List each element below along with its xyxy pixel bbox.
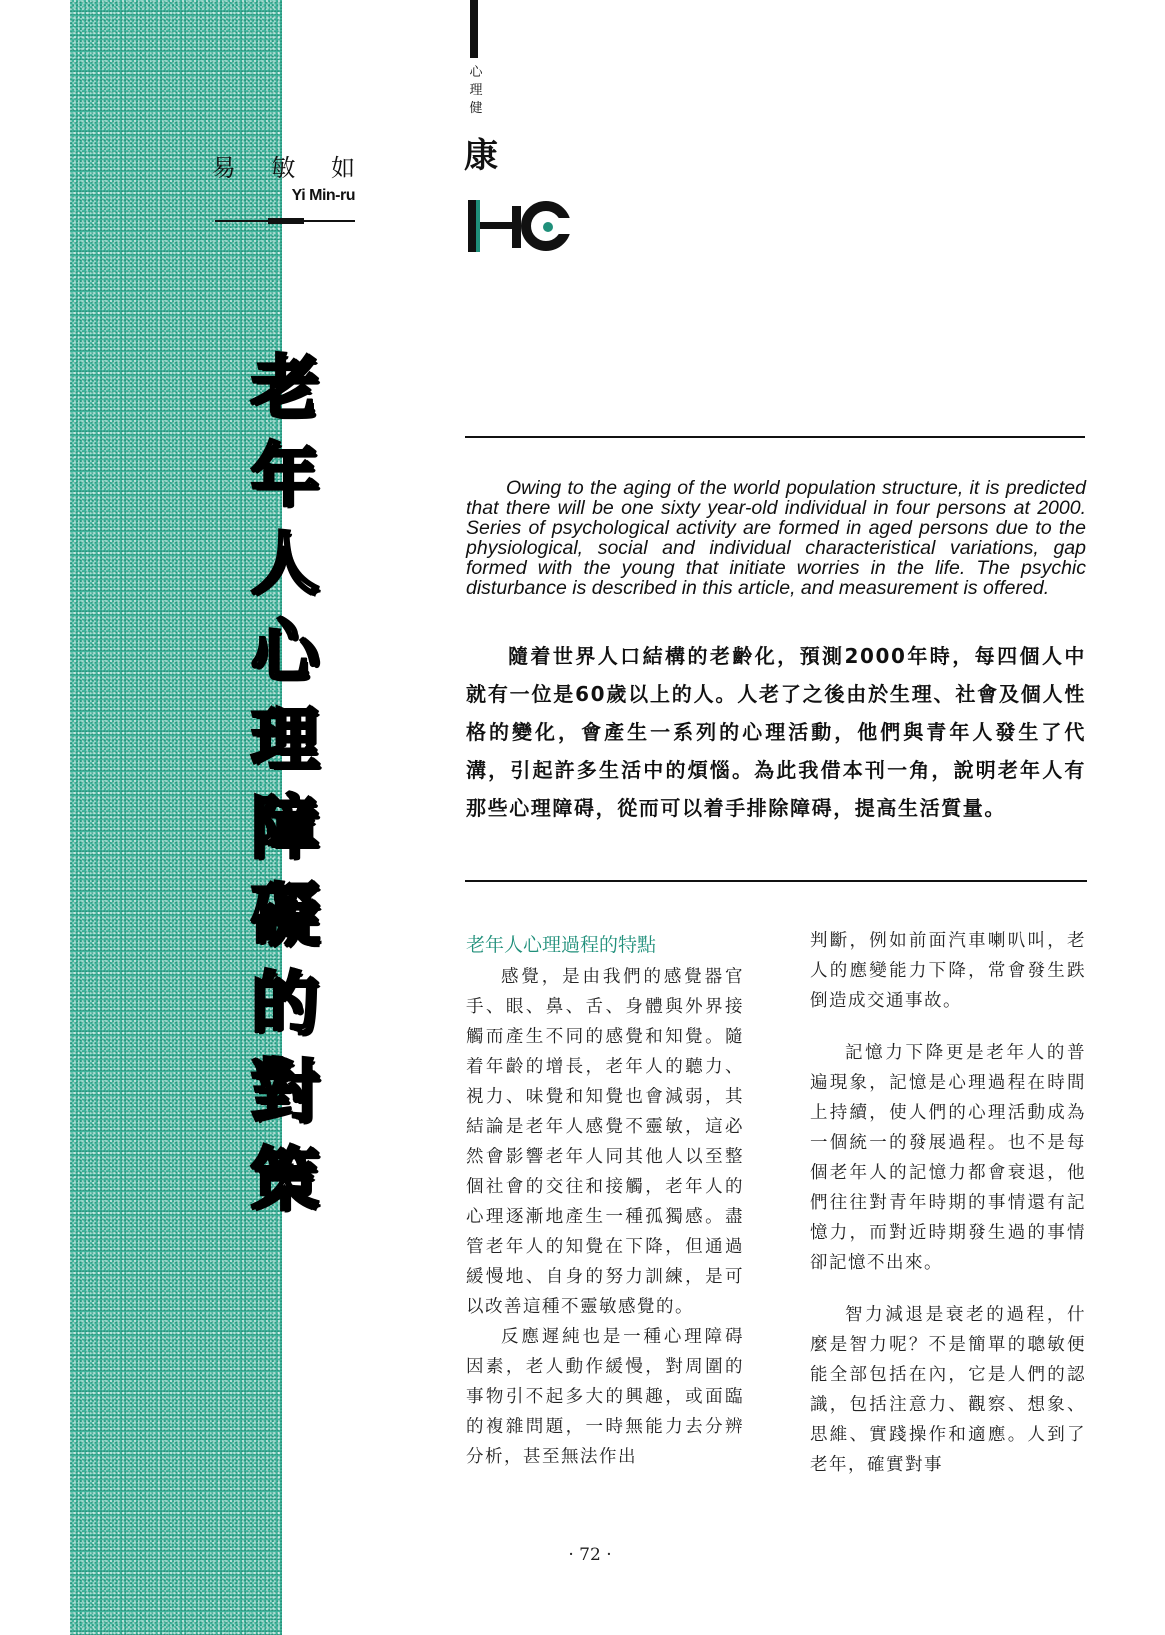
hc-logo-icon [468,200,588,256]
section-heading: 老年人心理過程的特點 [466,934,657,956]
body-paragraph: 感覺，是由我們的感覺器官手、眼、鼻、舌、身體與外界接觸而產生不同的感覺和知覺。隨着年齡的增長，老年人的聽力、視力、味覺和知覺也會減弱，其結論是老年人感覺不靈敏，這必然會影響老年人同其他人以至整個社會的交往和接觸，老年人的心理逐漸地產生一種孤獨感。盡管老年人的知覺在下降，但通過緩慢地、自身的努力訓練，是可以改善這種不靈敏感覺的。 [466,967,744,1317]
series-bar [470,0,478,58]
body-paragraph: 記憶力下降更是老年人的普遍現象，記憶是心理過程在時間上持續，使人們的心理活動成為一個統一的發展過程。也不是每個老年人的記憶力都會衰退，他們往往對青年時期的事情還有記憶力，而對近時期發生過的事情卻記憶不出來。 [810,1043,1086,1273]
middle-rule [465,880,1087,882]
top-rule [465,436,1085,438]
author-name-en: Yi Min-ru [291,187,355,204]
body-right-column [810,926,1086,1480]
body-paragraph: 反應遲純也是一種心理障碍因素，老人動作緩慢，對周圍的事物引不起多大的興趣，或面臨的複雜問題，一時無能力去分辨分析，甚至無法作出 [466,1327,744,1467]
body-paragraph: 智力減退是衰老的過程，什麼是智力呢？不是簡單的聰敏便能全部包括在內，它是人們的認識，包括注意力、觀察、想象、思維、實踐操作和適應。人到了老年，確實對事 [810,1305,1086,1475]
series-label: 心理健 [469,65,483,116]
author-name-zh: 易 敏 如 [211,154,369,182]
abstract-chinese: 隨着世界人口結構的老齡化，預測2000年時，每四個人中就有一位是60歲以上的人。人老了之後由於生理、社會及個人性格的變化，會產生一系列的心理活動，他們與青年人發生了代溝，引起許多生活中的煩惱。為此我借本刊一角，說明老年人有那些心理障碍，從而可以着手排除障碍，提高生活質量。 [466,644,1086,820]
body-paragraph: 判斷，例如前面汽車喇叭叫，老人的應變能力下降，常會發生跌倒造成交通事故。 [810,931,1086,1011]
page-number: · 72 · [568,1545,612,1565]
author-rule-mark [268,218,304,224]
abstract-english: Owing to the aging of the world population structure, it is predicted that there will be one sixty year-old individual in four persons at 2000. Series of psychological activity are formed in aged persons due to the physiological, social and individual characteristical variations, gap formed with the young that initiate worries in the life. The psychic disturbance is described in this article, and measurement is offered. [466,477,1086,599]
series-big-char: 康 [464,136,498,176]
article-title: 老年人心理障礙的對策 [250,349,319,1220]
author-block [210,148,369,205]
body-left-column [466,930,744,1472]
